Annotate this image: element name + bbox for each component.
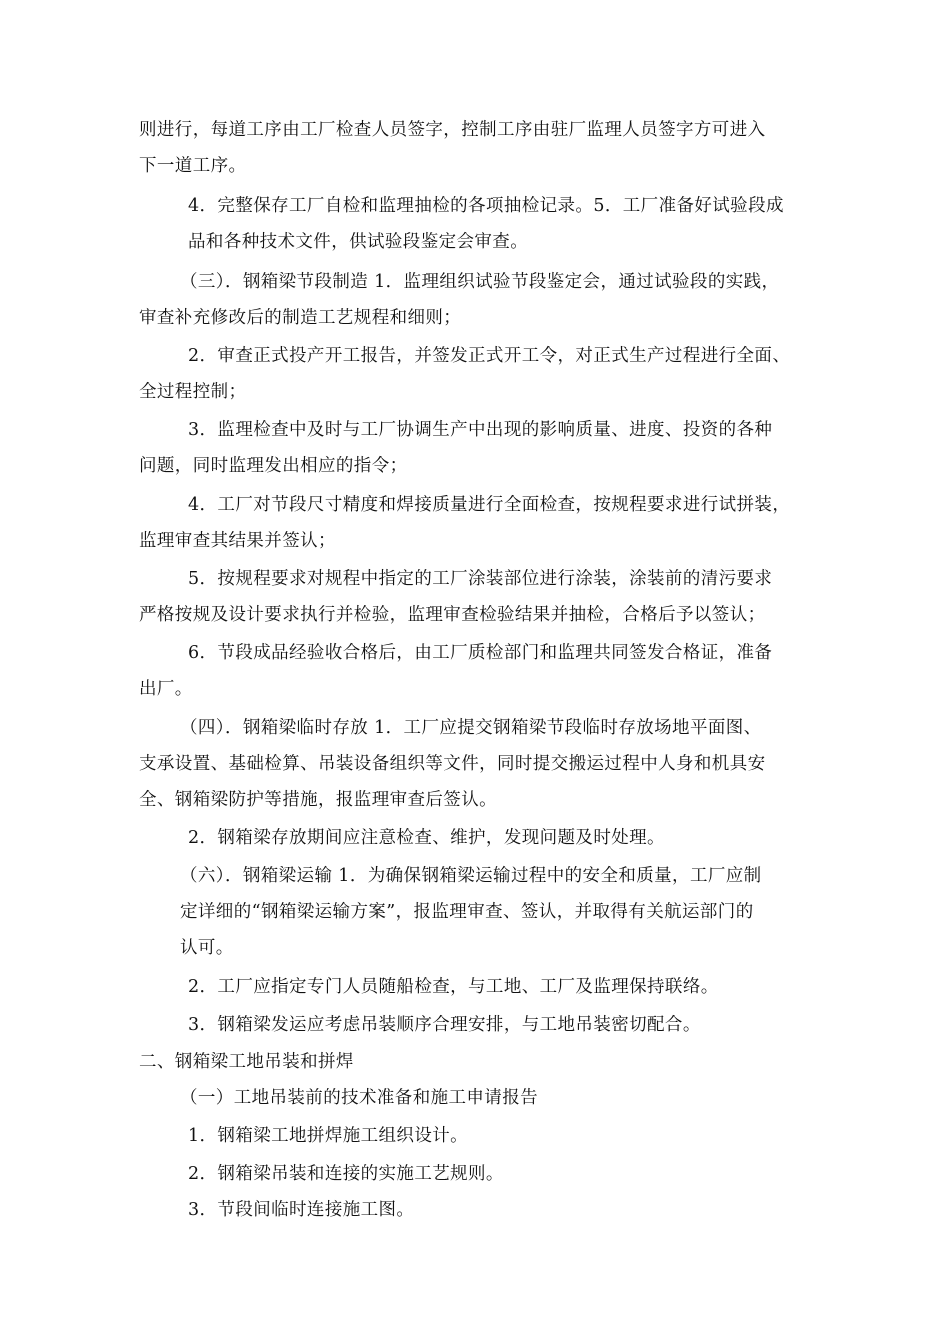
text-line: 下一道工序。 — [139, 156, 247, 176]
text-line: 4．工厂对节段尺寸精度和焊接质量进行全面检查，按规程要求进行试拼装， — [188, 495, 791, 515]
text-line: 定详细的“钢箱梁运输方案”，报监理审查、签认，并取得有关航运部门的 — [180, 902, 754, 922]
subsection-heading: （一）工地吊装前的技术准备和施工申请报告 — [180, 1088, 538, 1108]
text-line: 监理审查其结果并签认； — [139, 531, 336, 551]
text-line: 2．钢箱梁吊装和连接的实施工艺规则。 — [188, 1164, 504, 1184]
text-line: 审查补充修改后的制造工艺规程和细则； — [139, 308, 462, 328]
text-line: 2．审查正式投产开工报告，并签发正式开工令，对正式生产过程进行全面、 — [188, 346, 791, 366]
text-line: 3．钢箱梁发运应考虑吊装顺序合理安排，与工地吊装密切配合。 — [188, 1015, 701, 1035]
text-line: 问题，同时监理发出相应的指令； — [139, 456, 408, 476]
text-line: 2．钢箱梁存放期间应注意检查、维护，发现问题及时处理。 — [188, 828, 665, 848]
text-line: 支承设置、基础检算、吊装设备组织等文件，同时提交搬运过程中人身和机具安 — [139, 754, 766, 774]
text-line: （四）．钢箱梁临时存放 1．工厂应提交钢箱梁节段临时存放场地平面图、 — [180, 718, 762, 738]
text-line: 3．节段间临时连接施工图。 — [188, 1200, 415, 1220]
text-line: 严格按规及设计要求执行并检验，监理审查检验结果并抽检，合格后予以签认； — [139, 605, 766, 625]
text-line: 5．按规程要求对规程中指定的工厂涂装部位进行涂装，涂装前的清污要求 — [188, 569, 773, 589]
text-line: 全、钢箱梁防护等措施，报监理审查后签认。 — [139, 790, 497, 810]
text-line: （六）．钢箱梁运输 1．为确保钢箱梁运输过程中的安全和质量，工厂应制 — [180, 866, 762, 886]
text-line: 品和各种技术文件，供试验段鉴定会审查。 — [188, 232, 529, 252]
text-line: （三）．钢箱梁节段制造 1．监理组织试验节段鉴定会，通过试验段的实践， — [180, 272, 780, 292]
text-line: 6．节段成品经验收合格后，由工厂质检部门和监理共同签发合格证，准备 — [188, 643, 773, 663]
text-line: 3．监理检查中及时与工厂协调生产中出现的影响质量、进度、投资的各种 — [188, 420, 773, 440]
text-line: 出厂。 — [139, 679, 193, 699]
text-line: 认可。 — [180, 938, 234, 958]
text-line: 全过程控制； — [139, 382, 247, 402]
text-line: 4．完整保存工厂自检和监理抽检的各项抽检记录。5．工厂准备好试验段成 — [188, 196, 784, 216]
text-line: 2．工厂应指定专门人员随船检查，与工地、工厂及监理保持联络。 — [188, 977, 719, 997]
text-line: 1．钢箱梁工地拼焊施工组织设计。 — [188, 1126, 469, 1146]
text-line: 则进行，每道工序由工厂检查人员签字，控制工序由驻厂监理人员签字方可进入 — [139, 120, 766, 140]
section-heading: 二、钢箱梁工地吊装和拼焊 — [139, 1052, 354, 1072]
